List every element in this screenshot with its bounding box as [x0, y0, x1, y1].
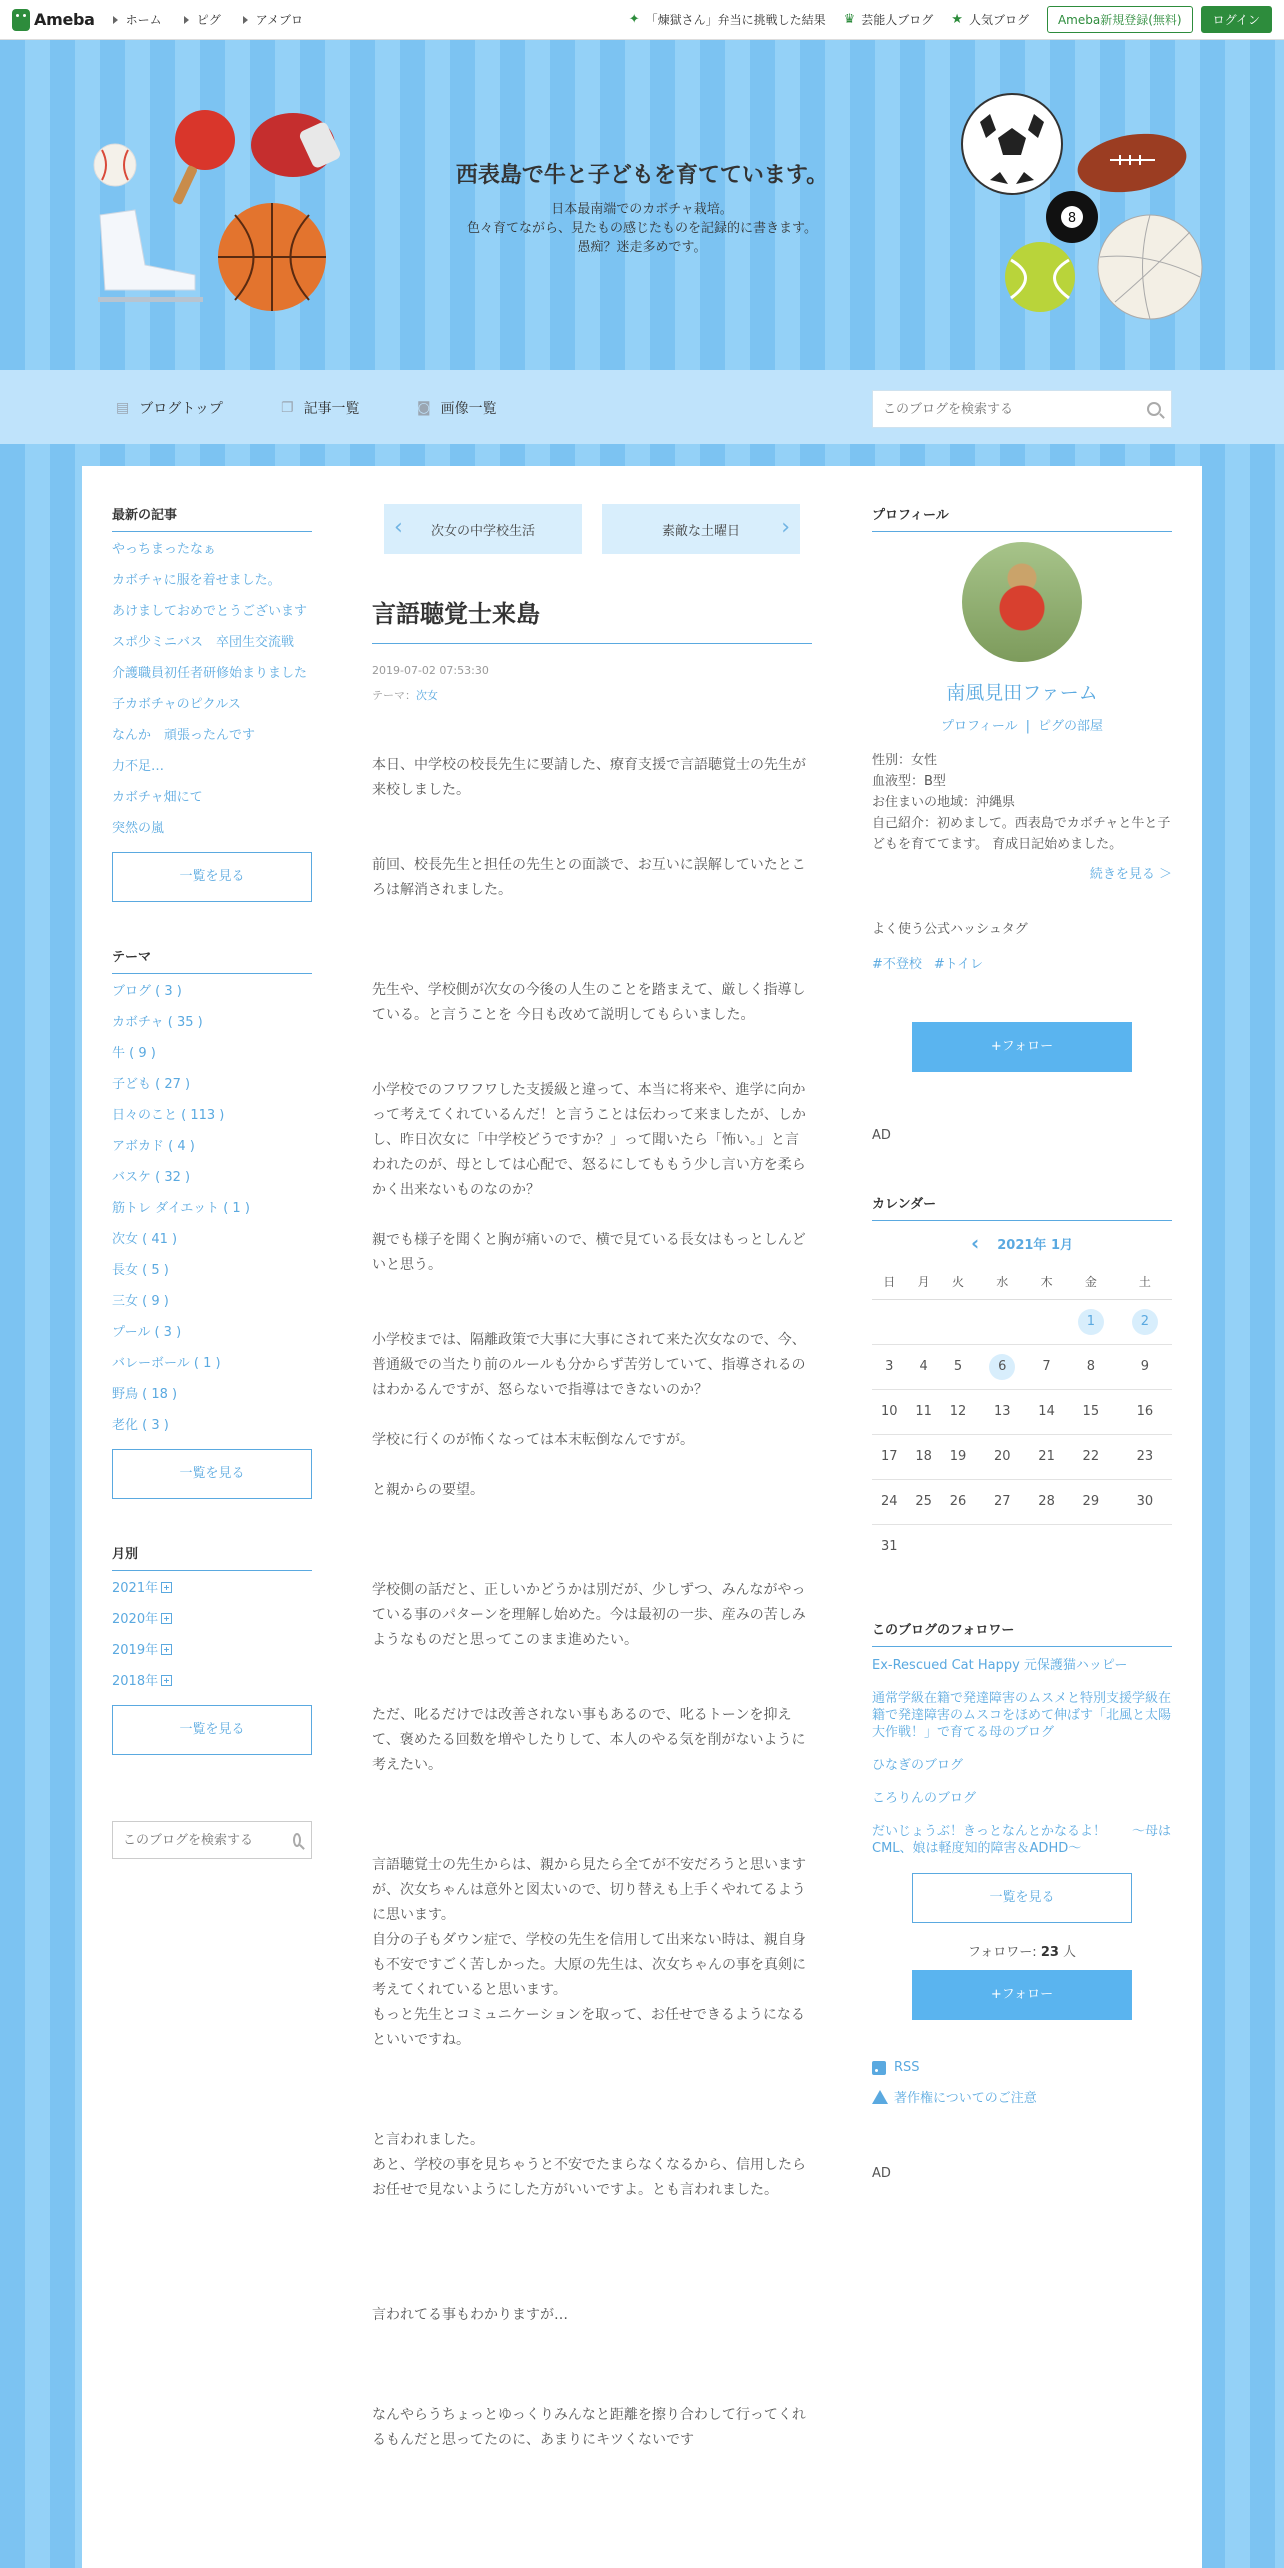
- calendar-day: [975, 1524, 1029, 1569]
- soccer-ball-icon: [960, 92, 1065, 197]
- weekday: 火: [941, 1265, 975, 1299]
- left-sidebar: [112, 504, 312, 1859]
- calendar-day: 10: [872, 1389, 906, 1434]
- calendar-day: [941, 1299, 975, 1344]
- calendar-day-link[interactable]: 1: [1078, 1309, 1104, 1335]
- expand-icon[interactable]: [161, 1675, 172, 1686]
- global-header: [0, 0, 1284, 40]
- nav-home-label: ホーム: [125, 13, 162, 27]
- calendar-day: 19: [941, 1434, 975, 1479]
- global-nav: [113, 11, 325, 28]
- calendar-day: 14: [1029, 1389, 1063, 1434]
- theme-heading: テーマ: [112, 946, 312, 974]
- pig-room-link[interactable]: ピグの部屋: [1038, 719, 1104, 734]
- calendar-week: [872, 1434, 1172, 1479]
- calendar-day: 24: [872, 1479, 906, 1524]
- article: [372, 504, 812, 2478]
- right-sidebar: [872, 504, 1172, 2181]
- triangle-right-icon: [184, 16, 189, 24]
- image-list-link[interactable]: [417, 398, 497, 418]
- hashtag-heading: よく使う公式ハッシュタグ: [872, 922, 1028, 937]
- calendar-day: 27: [975, 1479, 1029, 1524]
- followers-more-button[interactable]: 一覧を見る: [912, 1873, 1132, 1923]
- followers-heading: このブログのフォロワー: [872, 1619, 1172, 1647]
- description-line: 愚痴？迷走多めです。: [577, 240, 707, 255]
- sidebar-search-input[interactable]: [123, 1833, 293, 1848]
- calendar-day: 21: [1029, 1434, 1063, 1479]
- expand-icon[interactable]: [161, 1644, 172, 1655]
- hashtag-link[interactable]: #トイレ: [933, 957, 984, 972]
- blog-top-label: ブログトップ: [139, 401, 223, 417]
- calendar-day: [975, 1344, 1029, 1389]
- theme-item[interactable]: バスケ ( 32 ): [112, 1170, 191, 1185]
- paragraph: 学校に行くのが怖くなっては本末転倒なんですが。: [372, 1432, 694, 1448]
- theme-item[interactable]: 老化 ( 3 ): [112, 1418, 169, 1433]
- blog-header: [0, 40, 1284, 370]
- theme-item[interactable]: 長女 ( 5 ): [112, 1263, 169, 1278]
- description-line: 色々育てながら、見たもの感じたものを記録的に書きます。: [467, 221, 817, 236]
- calendar-month: [872, 1231, 1172, 1255]
- theme-item[interactable]: 筋トレ ダイエット ( 1 ): [112, 1201, 250, 1216]
- blog-search-input[interactable]: [883, 402, 1147, 417]
- calendar-day: [975, 1299, 1029, 1344]
- follower-count-value: 23: [1040, 1945, 1059, 1960]
- ad-label: AD: [872, 1128, 891, 1143]
- calendar-day: 5: [941, 1344, 975, 1389]
- theme-item[interactable]: ブログ ( 3 ): [112, 984, 182, 999]
- calendar-day: 30: [1118, 1479, 1172, 1524]
- theme-item[interactable]: 野鳥 ( 18 ): [112, 1387, 178, 1402]
- theme-item[interactable]: 三女 ( 9 ): [112, 1294, 169, 1309]
- theme-item[interactable]: カボチャ ( 35 ): [112, 1015, 203, 1030]
- calendar-day: [872, 1299, 906, 1344]
- register-button[interactable]: Ameba新規登録(無料): [1047, 6, 1193, 33]
- follower-count: [872, 1941, 1172, 1960]
- prev-article-label: 次女の中学校生活: [430, 523, 535, 539]
- camera-icon: ◙: [417, 400, 431, 416]
- profile-intro: 自己紹介：初めまして。西表島でカボチャと牛と子どもを育ててます。 育成日記始めました。: [872, 816, 1171, 852]
- billiard-ball-icon: [1045, 190, 1100, 245]
- calendar-day: [1029, 1524, 1063, 1569]
- profile-links: [872, 715, 1172, 734]
- calendar-day: 22: [1064, 1434, 1118, 1479]
- star-icon: ★: [951, 12, 963, 27]
- paragraph: と言われました。: [372, 2132, 484, 2148]
- calendar: [872, 1265, 1172, 1569]
- calendar-day: 12: [941, 1389, 975, 1434]
- month-item[interactable]: [112, 1612, 312, 1628]
- chevron-left-icon[interactable]: ‹: [970, 1231, 980, 1255]
- main-container: [82, 466, 1202, 2568]
- nav-ameblo-label: アメブロ: [255, 13, 303, 27]
- weekday: 金: [1064, 1265, 1118, 1299]
- follower-item[interactable]: Ex-Rescued Cat Happy 元保護猫ハッピー: [872, 1658, 1128, 1673]
- paragraph: 親でも様子を聞くと胸が痛いので、横で見ている長女はもっとしんどいと思う。: [372, 1232, 806, 1273]
- weekday: 木: [1029, 1265, 1063, 1299]
- profile-heading: プロフィール: [872, 504, 1172, 532]
- sparkle-icon: ✦: [628, 12, 640, 27]
- theme-list: [112, 984, 312, 1434]
- calendar-day: 23: [1118, 1434, 1172, 1479]
- month-more-button[interactable]: 一覧を見る: [112, 1705, 312, 1755]
- celebrity-blog-label: 芸能人ブログ: [861, 13, 934, 27]
- tennis-ball-icon: [1003, 240, 1078, 315]
- calendar-day: 18: [906, 1434, 940, 1479]
- profile-name[interactable]: 南風見田ファーム: [946, 682, 1098, 704]
- article-body: [372, 753, 812, 2453]
- warning-icon: [872, 2090, 888, 2104]
- latest-heading: 最新の記事: [112, 504, 312, 532]
- blog-title[interactable]: 西表島で牛と子どもを育てています。: [455, 163, 829, 188]
- continue-link[interactable]: 続きを見る ＞: [1089, 867, 1172, 882]
- followers-list: [872, 1657, 1172, 1857]
- calendar-day: 9: [1118, 1344, 1172, 1389]
- calendar-day: [941, 1524, 975, 1569]
- calendar-day: [1118, 1299, 1172, 1344]
- volleyball-icon: [1095, 212, 1205, 322]
- hashtag-list: [872, 953, 1172, 972]
- latest-item[interactable]: なんか 頑張ったんです: [112, 728, 256, 743]
- theme-item[interactable]: 牛 ( 9 ): [112, 1046, 156, 1061]
- follow-button[interactable]: +フォロー: [912, 1022, 1132, 1072]
- theme-item[interactable]: 日々のこと ( 113 ): [112, 1108, 225, 1123]
- theme-item[interactable]: アボカド ( 4 ): [112, 1139, 195, 1154]
- follower-count-label: フォロワー:: [967, 1945, 1037, 1960]
- nav-ameblo-link[interactable]: [243, 11, 303, 28]
- calendar-day: 29: [1064, 1479, 1118, 1524]
- description-line: 日本最南端でのカボチャ栽培。: [551, 202, 733, 217]
- calendar-month-label: 2021年 1月: [997, 1237, 1073, 1253]
- ad-label-2: AD: [872, 2166, 891, 2181]
- weekday: 水: [975, 1265, 1029, 1299]
- trending-link[interactable]: [629, 11, 826, 28]
- follower-item[interactable]: 通常学級在籍で発達障害のムスメと特別支援学級在籍で発達障害のムスコをほめて伸ばす「北風と太陽大作戦！」で育てる母のブログ: [872, 1691, 1172, 1740]
- month-label: 2020年: [112, 1612, 159, 1627]
- latest-list: [112, 542, 312, 837]
- profile-link[interactable]: プロフィール: [940, 719, 1018, 734]
- paragraph: ただ、叱るだけでは改善されない事もあるので、叱るトーンを抑えて、褒めたる回数を増やしたりして、本人のやる気を削がないように考えたい。: [372, 1707, 806, 1773]
- theme-item[interactable]: プール ( 3 ): [112, 1325, 182, 1340]
- latest-item[interactable]: カボチャに服を着せました。: [112, 573, 281, 588]
- profile-region: お住まいの地域：沖縄県: [872, 795, 1016, 810]
- calendar-day: 31: [880, 1539, 898, 1555]
- calendar-day: [1118, 1524, 1172, 1569]
- calendar-week: [872, 1344, 1172, 1389]
- paragraph: なんやらうちょっとゆっくりみんなと距離を擦り合わして行ってくれるもんだと思ってたのに、あまりにキツくないです: [372, 2407, 806, 2448]
- hashtag-link[interactable]: #不登校: [872, 957, 922, 972]
- theme-item[interactable]: 次女 ( 41 ): [112, 1232, 178, 1247]
- latest-item[interactable]: やっちまったなぁ: [112, 542, 217, 557]
- theme-link[interactable]: 次女: [416, 689, 438, 702]
- calendar-day: 17: [872, 1434, 906, 1479]
- article-theme: [372, 687, 812, 703]
- blog-top-link[interactable]: [116, 398, 223, 418]
- chevron-right-icon: ›: [781, 515, 790, 540]
- triangle-right-icon: [243, 16, 248, 24]
- month-list: [112, 1581, 312, 1690]
- chevron-left-icon: ‹: [394, 515, 403, 540]
- prev-article-button[interactable]: [384, 504, 582, 554]
- latest-item[interactable]: 介護職員初任者研修始まりました: [112, 666, 308, 681]
- calendar-day: 11: [906, 1389, 940, 1434]
- profile-blood-type: 血液型：B型: [872, 774, 946, 789]
- theme-more-button[interactable]: 一覧を見る: [112, 1449, 312, 1499]
- month-label: 2019年: [112, 1643, 159, 1658]
- paragraph: 言われてる事もわかりますが…: [372, 2307, 568, 2323]
- paragraph: 言語聴覚士の先生からは、親から見たら全てが不安だろうと思いますが、次女ちゃんは意外と図太いので、切り替えも上手くやれてるように思います。: [372, 1857, 806, 1923]
- weekday: 土: [1118, 1265, 1172, 1299]
- month-item[interactable]: [112, 1643, 312, 1659]
- paragraph: 自分の子もダウン症で、学校の先生を信用して出来ない時は、親自身も不安ですごく苦しかった。大原の先生は、次女ちゃんの事を真剣に考えてくれていると思います。: [372, 1932, 806, 1998]
- paragraph: 小学校でのフワフワした支援級と違って、本当に将来や、進学に向かって考えてくれているんだ！と言うことは伝わって来ましたが、しかし、昨日次女に「中学校どうですか？」って聞いたら「怖い。」と言われたのが、母としては心配で、怒るにしてももう少し言い方を柔らかく出来ないものなのか？: [372, 1082, 806, 1198]
- nav-pigg-link[interactable]: [184, 11, 221, 28]
- trending-label: 「煉獄さん」弁当に挑戦した結果: [645, 13, 826, 27]
- ameba-logo-icon: [12, 9, 30, 31]
- calendar-day-link[interactable]: 2: [1132, 1309, 1158, 1335]
- calendar-day: 15: [1064, 1389, 1118, 1434]
- calendar-day: 20: [975, 1434, 1029, 1479]
- calendar-week: [872, 1299, 1172, 1344]
- weekday: 日: [872, 1265, 906, 1299]
- rugby-ball-icon: [1075, 128, 1190, 198]
- header-right: [629, 6, 1272, 33]
- latest-item[interactable]: あけましておめでとうございます: [112, 604, 308, 619]
- calendar-day: 8: [1064, 1344, 1118, 1389]
- latest-item[interactable]: 子カボチャのピクルス: [112, 697, 241, 712]
- sidebar-search-box: [112, 1821, 312, 1859]
- document-icon: ▤: [116, 400, 130, 416]
- calendar-week: [872, 1524, 1172, 1569]
- nav-home-link[interactable]: [113, 11, 162, 28]
- calendar-day: [906, 1299, 940, 1344]
- next-article-label: 素敵な土曜日: [661, 523, 740, 539]
- calendar-day: 4: [906, 1344, 940, 1389]
- login-button[interactable]: ログイン: [1201, 6, 1272, 33]
- paragraph: 学校側の話だと、正しいかどうかは別だが、少しずつ、みんながやっている事のパターンを理解し始めた。今は最初の一歩、産みの苦しみようなものだと思ってこのまま進めたい。: [372, 1582, 806, 1648]
- article-pager: [372, 504, 812, 554]
- rss-icon: [872, 2061, 886, 2075]
- follower-item[interactable]: ひなぎのブログ: [872, 1758, 964, 1773]
- expand-icon[interactable]: [161, 1613, 172, 1624]
- follower-item[interactable]: だいじょうぶ！きっとなんとかなるよ！ 〜母はCML、娘は軽度知的障害＆ADHD〜: [872, 1824, 1172, 1856]
- month-item[interactable]: [112, 1674, 312, 1690]
- nav-pigg-label: ピグ: [196, 13, 221, 27]
- paragraph: もっと先生とコミュニケーションを取って、お任せできるようになるといいですね。: [372, 2007, 805, 2048]
- search-icon[interactable]: [1147, 402, 1161, 416]
- svg-text:8: 8: [1067, 211, 1077, 226]
- copyright-label: 著作権についてのご注意: [894, 2091, 1037, 2106]
- calendar-day: 3: [872, 1344, 906, 1389]
- paragraph: と親からの要望。: [372, 1482, 484, 1498]
- rss-link[interactable]: [872, 2060, 1172, 2075]
- follower-item[interactable]: ころりんのブログ: [872, 1791, 977, 1806]
- article-list-link[interactable]: [281, 398, 360, 418]
- ameba-logo[interactable]: [12, 9, 95, 31]
- popular-blog-link[interactable]: [951, 11, 1029, 28]
- triangle-right-icon: [113, 16, 118, 24]
- latest-more-button[interactable]: 一覧を見る: [112, 852, 312, 902]
- blog-nav: [0, 370, 1284, 444]
- separator: |: [1025, 719, 1031, 734]
- month-heading: 月別: [112, 1543, 312, 1571]
- latest-item[interactable]: スポ少ミニバス 卒団生交流戦: [112, 635, 295, 650]
- theme-item[interactable]: バレーボール ( 1 ): [112, 1356, 221, 1371]
- paragraph: 前回、校長先生と担任の先生との面談で、お互いに誤解していたところは解消されました。: [372, 857, 806, 898]
- celebrity-blog-link[interactable]: [844, 11, 934, 28]
- weekday: 月: [906, 1265, 940, 1299]
- calendar-week: [872, 1479, 1172, 1524]
- calendar-day: 7: [1029, 1344, 1063, 1389]
- calendar-heading: カレンダー: [872, 1193, 1172, 1221]
- calendar-day: 26: [941, 1479, 975, 1524]
- expand-icon[interactable]: [161, 1582, 172, 1593]
- copy-icon: ❐: [281, 400, 294, 416]
- calendar-week: [872, 1389, 1172, 1434]
- paragraph: 先生や、学校側が次女の今後の人生のことを踏まえて、厳しく指導している。と言うことを 今日も改めて説明してもらいました。: [372, 982, 806, 1023]
- crown-icon: ♛: [843, 12, 856, 27]
- calendar-today: 6: [989, 1354, 1015, 1380]
- latest-item[interactable]: 力不足…: [112, 759, 165, 774]
- paragraph: 本日、中学校の校長先生に要請した、療育支援で言語聴覚士の先生が来校しました。: [372, 757, 806, 798]
- avatar[interactable]: [962, 542, 1082, 662]
- month-label: 2021年: [112, 1581, 159, 1596]
- paragraph: 小学校までは、隔離政策で大事に大事にされて来た次女なので、今、普通級での当たり前のルールも分からず苦労していて、指導されるのはわかるんですが、怒らないで指導はできないのか？: [372, 1332, 806, 1398]
- image-list-label: 画像一覧: [440, 401, 497, 417]
- calendar-day: [1064, 1299, 1118, 1344]
- search-icon[interactable]: [293, 1833, 301, 1847]
- article-date: 2019-07-02 07:53:30: [372, 664, 489, 677]
- next-article-button[interactable]: [602, 504, 800, 554]
- theme-label: テーマ：: [372, 689, 416, 702]
- calendar-day: 16: [1118, 1389, 1172, 1434]
- latest-item[interactable]: 突然の嵐: [112, 821, 165, 836]
- paragraph: あと、学校の事を見ちゃうと不安でたまらなくなるから、信用したらお任せで見ないようにした方がいいですよ。とも言われました。: [372, 2157, 806, 2198]
- article-list-label: 記事一覧: [303, 401, 360, 417]
- follow-button-2[interactable]: +フォロー: [912, 1970, 1132, 2020]
- article-title: 言語聴覚士来島: [372, 594, 812, 644]
- blog-search-box: [872, 390, 1172, 428]
- calendar-day: 25: [906, 1479, 940, 1524]
- copyright-link[interactable]: [872, 2087, 1172, 2106]
- profile-gender: 性別：女性: [872, 753, 938, 768]
- calendar-day: 28: [1029, 1479, 1063, 1524]
- rss-label: RSS: [894, 2060, 920, 2075]
- logo-text: Ameba: [34, 10, 95, 29]
- latest-item[interactable]: カボチャ畑にて: [112, 790, 203, 805]
- month-item[interactable]: [112, 1581, 312, 1597]
- calendar-day: [1064, 1524, 1118, 1569]
- calendar-day: 13: [975, 1389, 1029, 1434]
- follower-count-unit: 人: [1063, 1945, 1077, 1960]
- calendar-day: [1029, 1299, 1063, 1344]
- profile-info: [872, 750, 1172, 855]
- popular-blog-label: 人気ブログ: [968, 13, 1029, 27]
- theme-item[interactable]: 子ども ( 27 ): [112, 1077, 191, 1092]
- calendar-day: [906, 1524, 940, 1569]
- month-label: 2018年: [112, 1674, 159, 1689]
